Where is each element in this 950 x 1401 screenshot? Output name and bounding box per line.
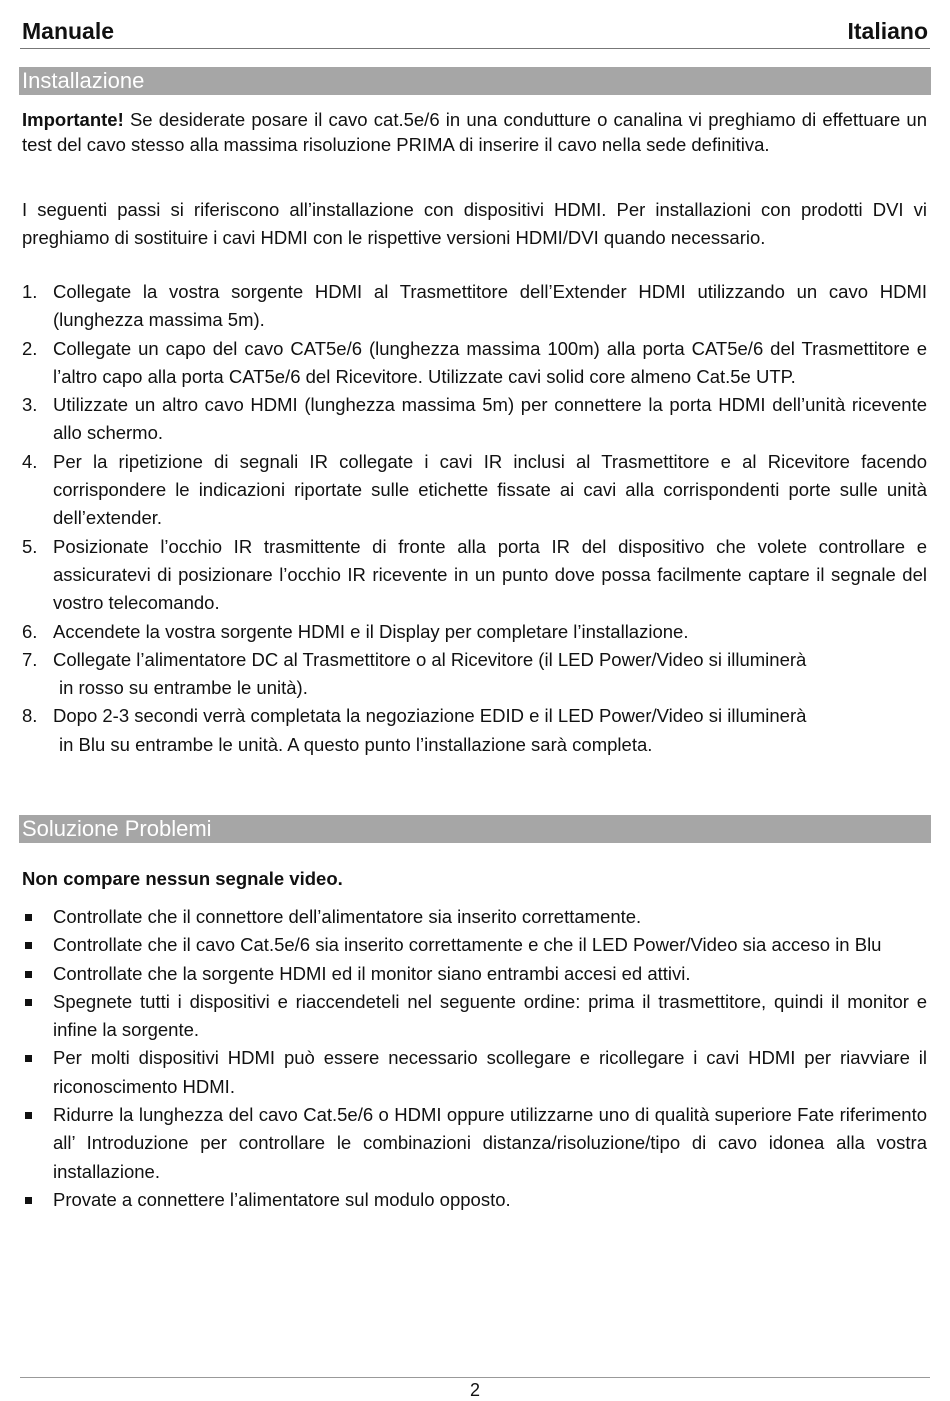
troubleshooting-list <box>22 903 927 1214</box>
troubleshooting-text: Controllate che il cavo Cat.5e/6 sia inserito correttamente e che il LED Power/Video sia acceso in Blu <box>53 934 882 956</box>
step-number: 4. <box>22 450 38 472</box>
step-number: 8. <box>22 705 38 727</box>
troubleshooting-item <box>22 960 927 988</box>
step-text: Posizionate l’occhio IR trasmittente di fronte alla porta IR del dispositivo che volete controllare e assicuratevi di posizionare l’occhio IR ricevente in un punto dove possa facilmente captare il segnale del vostro telecomando. <box>53 535 927 614</box>
troubleshooting-section-title: Soluzione Problemi <box>19 815 931 843</box>
installation-intro: I seguenti passi si riferiscono all’installazione con dispositivi HDMI. Per installazioni con prodotti DVI vi preghiamo di sostituire i cavi HDMI con le rispettive versioni HDMI/DVI quando necessario. <box>22 199 927 249</box>
step-text-first: Dopo 2-3 secondi verrà completata la negoziazione EDID e il LED Power/Video si illuminerà <box>53 705 807 727</box>
square-bullet-icon <box>25 1055 32 1062</box>
troubleshooting-item <box>22 903 927 931</box>
header-language-label: Italiano <box>847 18 928 44</box>
troubleshooting-text: Controllate che la sorgente HDMI ed il monitor siano entrambi accesi ed attivi. <box>53 962 691 984</box>
step-item <box>22 702 927 759</box>
step-item <box>22 646 927 703</box>
square-bullet-icon <box>25 999 32 1006</box>
step-item <box>22 391 927 448</box>
footer-divider <box>20 1377 930 1378</box>
step-text: Collegate la vostra sorgente HDMI al Trasmettitore dell’Extender HDMI utilizzando un cavo HDMI (lunghezza massima 5m). <box>53 281 927 331</box>
step-text: Accendete la vostra sorgente HDMI e il Display per completare l’installazione. <box>53 620 689 642</box>
troubleshooting-subhead: Non compare nessun segnale video. <box>22 868 343 889</box>
page-header <box>20 16 930 49</box>
troubleshooting-item <box>22 988 927 1045</box>
troubleshooting-item <box>22 1101 927 1186</box>
troubleshooting-text: Provate a connettere l’alimentatore sul modulo opposto. <box>53 1188 511 1210</box>
square-bullet-icon <box>25 971 32 978</box>
step-text-rest: in rosso su entrambe le unità). <box>59 677 308 699</box>
troubleshooting-item <box>22 931 927 959</box>
step-item <box>22 618 927 646</box>
step-text-first: Collegate l’alimentatore DC al Trasmettitore o al Ricevitore (il LED Power/Video si illuminerà <box>53 648 807 670</box>
square-bullet-icon <box>25 1112 32 1119</box>
square-bullet-icon <box>25 942 32 949</box>
step-text: Per la ripetizione di segnali IR collegate i cavi IR inclusi al Trasmettitore e al Ricevitore facendo corrispondere le indicazioni riportate sulle etichette fissate ai cavi alla corrispondenti porte sulle unità dell’extender. <box>53 450 927 529</box>
step-item <box>22 335 927 392</box>
step-text-rest: in Blu su entrambe le unità. A questo punto l’installazione sarà completa. <box>59 733 653 755</box>
square-bullet-icon <box>25 914 32 921</box>
step-number: 5. <box>22 535 38 557</box>
troubleshooting-text: Per molti dispositivi HDMI può essere necessario scollegare e ricollegare i cavi HDMI per riavviare il riconoscimento HDMI. <box>53 1047 927 1097</box>
troubleshooting-text: Controllate che il connettore dell’alimentatore sia inserito correttamente. <box>53 906 642 927</box>
step-item <box>22 278 927 335</box>
step-number: 3. <box>22 394 38 416</box>
step-item <box>22 533 927 618</box>
step-number: 2. <box>22 337 38 359</box>
troubleshooting-item <box>22 1186 927 1214</box>
step-number: 6. <box>22 620 38 642</box>
installation-steps-list <box>22 278 927 759</box>
header-manual-label: Manuale <box>22 18 115 44</box>
step-number: 7. <box>22 648 38 670</box>
important-note <box>22 107 927 157</box>
step-number: 1. <box>22 281 38 302</box>
troubleshooting-text: Ridurre la lunghezza del cavo Cat.5e/6 o HDMI oppure utilizzarne uno di qualità superiore Fate riferimento all’ Introduzione per controllare le combinazioni distanza/risoluzione/tipo di cavo idonea alla vostra installazione. <box>53 1104 927 1182</box>
step-text: Utilizzate un altro cavo HDMI (lunghezza massima 5m) per connettere la porta HDMI dell’unità ricevente allo schermo. <box>53 394 927 444</box>
square-bullet-icon <box>25 1197 32 1204</box>
important-lead: Importante! <box>22 109 124 130</box>
step-item <box>22 448 927 533</box>
step-text: Collegate un capo del cavo CAT5e/6 (lunghezza massima 100m) alla porta CAT5e/6 del Trasmettitore e l’altro capo alla porta CAT5e/6 del Ricevitore. Utilizzate cavi solid core almeno Cat.5e UTP. <box>53 337 927 387</box>
page-number: 2 <box>469 1380 480 1400</box>
troubleshooting-text: Spegnete tutti i dispositivi e riaccendeteli nel seguente ordine: prima il trasmettitore, quindi il monitor e infine la sorgente. <box>53 990 927 1041</box>
installation-section-title: Installazione <box>19 67 931 95</box>
important-text: Se desiderate posare il cavo cat.5e/6 in una condutture o canalina vi preghiamo di effettuare un test del cavo stesso alla massima risoluzione PRIMA di inserire il cavo nella sede definitiva. <box>22 109 927 155</box>
troubleshooting-item <box>22 1044 927 1101</box>
